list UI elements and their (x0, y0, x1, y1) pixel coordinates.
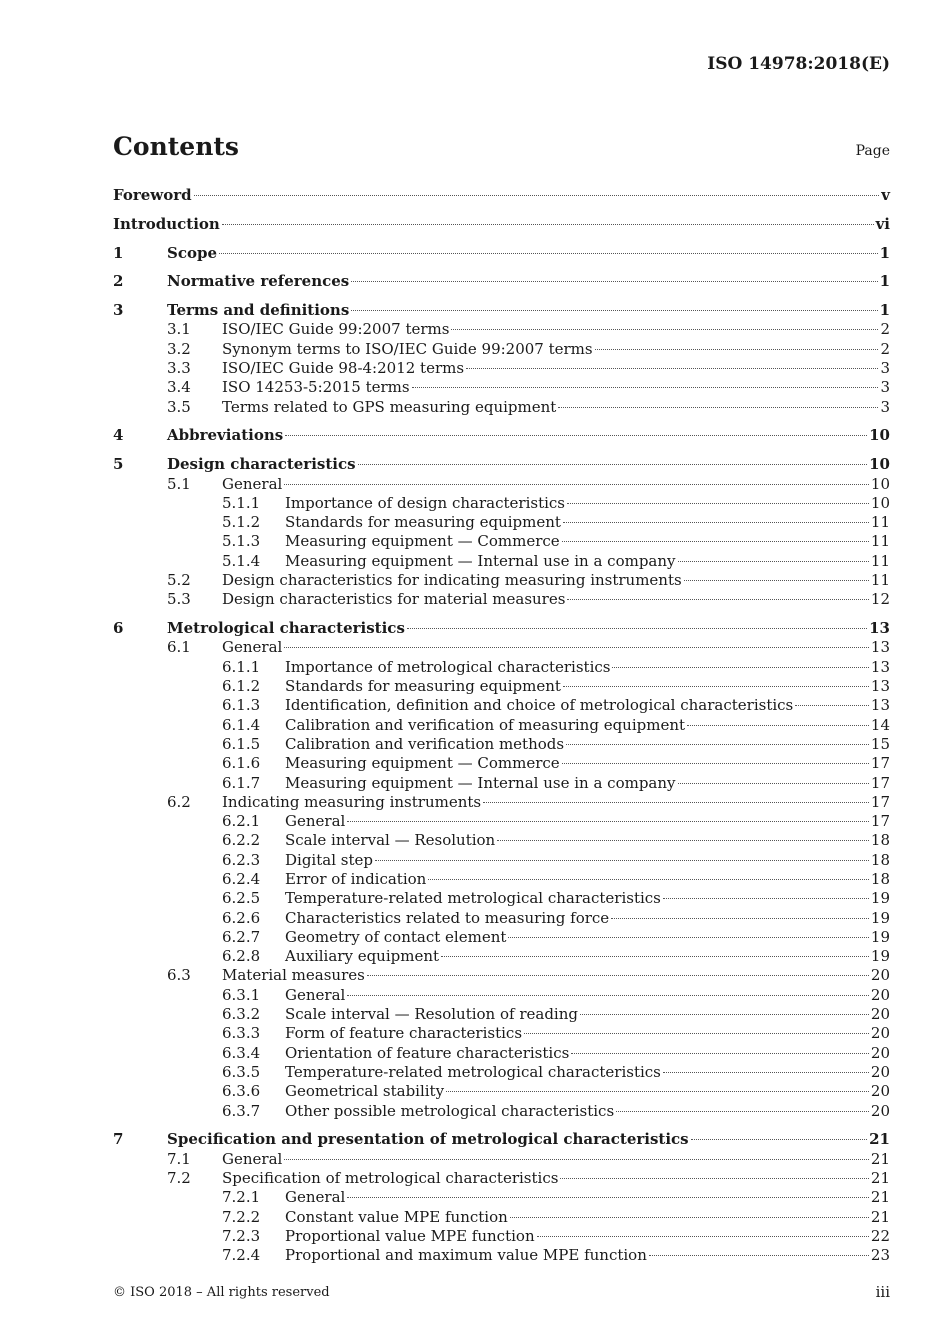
toc-entry[interactable] (113, 658, 890, 677)
dot-leader (571, 1053, 869, 1054)
toc-entry-page: 20 (870, 1082, 890, 1101)
toc-entry-title: Measuring equipment — Internal use in a company (285, 551, 676, 570)
toc-entry-number: 7.2.3 (222, 1226, 261, 1245)
toc-entry[interactable] (113, 532, 890, 551)
toc-entry-title: Error of indication (285, 870, 427, 888)
dot-leader (616, 1111, 869, 1112)
toc-entry-page: v (881, 186, 890, 204)
toc-entry[interactable] (113, 774, 890, 793)
toc-entry-title: Standards for measuring equipment (285, 513, 561, 532)
dot-leader (483, 802, 869, 803)
toc-entry-number: 6.2.4 (222, 870, 261, 888)
toc-entry-page: vi (875, 214, 890, 233)
toc-entry-title: Importance of metrological characteristics (285, 657, 611, 676)
toc-entry[interactable] (113, 716, 890, 735)
toc-entry[interactable] (113, 455, 890, 474)
dot-leader (567, 599, 868, 600)
toc-entry-page: 19 (870, 927, 890, 946)
dot-leader (407, 628, 867, 629)
toc-entry-title: Auxiliary equipment (285, 947, 440, 966)
dot-leader (560, 1178, 868, 1179)
toc-entry-number: 6 (113, 619, 124, 638)
toc-entry-page: 10 (870, 493, 890, 512)
dot-leader (219, 253, 878, 254)
toc-entry-number: 6.1.7 (222, 773, 261, 792)
dot-leader (466, 368, 878, 369)
toc-entry[interactable] (113, 215, 890, 234)
toc-entry-page: 20 (870, 985, 890, 1004)
toc-entry-title: Identification, definition and choice of metrological characteristics (285, 696, 794, 715)
dot-leader (367, 975, 869, 976)
toc-entry[interactable] (113, 947, 890, 966)
toc-entry-page: 1 (879, 243, 890, 262)
dot-leader (375, 860, 869, 861)
toc-entry[interactable] (113, 889, 890, 908)
toc-entry[interactable] (113, 513, 890, 532)
dot-leader (347, 1197, 869, 1198)
toc-entry[interactable] (113, 398, 890, 417)
dot-leader (563, 686, 869, 687)
toc-entry-page: 21 (869, 1130, 890, 1149)
toc-entry-number: 6.3 (167, 966, 191, 985)
dot-leader (497, 840, 869, 841)
toc-entry-title: Measuring equipment — Internal use in a company (285, 773, 676, 792)
toc-entry-page: 19 (870, 947, 890, 966)
toc-entry[interactable] (113, 1024, 890, 1043)
toc-entry-number: 5.1.3 (222, 532, 261, 551)
dot-leader (524, 1033, 869, 1034)
toc-entry-title: Indicating measuring instruments (222, 792, 482, 811)
toc-entry-page: 17 (870, 812, 890, 831)
toc-entry-number: 6.3.2 (222, 1005, 261, 1024)
toc-entry-title: Constant value MPE function (285, 1207, 508, 1226)
toc-entry-number: 6.3.1 (222, 985, 261, 1004)
toc-entry[interactable] (113, 696, 890, 715)
toc-entry-page: 1 (879, 301, 890, 320)
toc-entry-page: 11 (870, 513, 890, 532)
toc-entry-title: Foreword (113, 186, 192, 204)
toc-entry-title: Scope (167, 243, 218, 262)
toc-entry-number: 5.1.2 (222, 513, 261, 532)
toc-entry-number: 2 (113, 272, 124, 291)
toc-entry-number: 6.1.1 (222, 657, 261, 676)
toc-entry-title: Normative references (167, 272, 350, 291)
dot-leader (562, 763, 869, 764)
dot-leader (566, 744, 869, 745)
toc-entry[interactable] (113, 638, 890, 657)
toc-entry-title: Other possible metrological characteristics (285, 1101, 615, 1120)
toc-entry-number: 6.2.2 (222, 831, 261, 850)
toc-entry-page: 18 (870, 870, 890, 888)
toc-entry[interactable] (113, 475, 890, 494)
dot-leader (441, 956, 869, 957)
toc-entry-title: Metrological characteristics (167, 619, 405, 638)
toc-entry-number: 6.3.6 (222, 1082, 261, 1101)
dot-leader (428, 879, 869, 880)
toc-entry-title: Introduction (113, 214, 220, 233)
toc-entry[interactable] (113, 966, 890, 985)
toc-entry-page: 18 (870, 831, 890, 850)
toc-entry-page: 10 (870, 474, 890, 493)
page-number: iii (875, 1283, 890, 1301)
dot-leader (684, 580, 869, 581)
toc-entry-page: 13 (870, 638, 890, 657)
toc-entry-title: Temperature-related metrological characteristics (285, 1062, 661, 1081)
toc-entry-page: 11 (870, 571, 890, 590)
toc-entry[interactable] (113, 1208, 890, 1227)
dot-leader (558, 407, 878, 408)
toc-entry-title: ISO 14253-5:2015 terms (222, 378, 410, 397)
toc-entry-page: 12 (870, 590, 890, 609)
toc-entry[interactable] (113, 426, 890, 445)
toc-entry-page: 13 (870, 677, 890, 696)
toc-entry-number: 6.2.7 (222, 927, 261, 946)
toc-entry-page: 21 (870, 1168, 890, 1187)
toc-entry-number: 3.1 (167, 320, 191, 339)
toc-entry-number: 7.1 (167, 1149, 191, 1168)
dot-leader (451, 329, 878, 330)
dot-leader (347, 995, 869, 996)
toc-entry-title: General (285, 1188, 346, 1207)
toc-entry-title: Temperature-related metrological characteristics (285, 889, 661, 908)
toc-entry-title: General (222, 638, 283, 657)
copyright-notice: © ISO 2018 – All rights reserved (113, 1285, 330, 1300)
toc-entry-title: General (285, 985, 346, 1004)
toc-entry-page: 2 (880, 320, 890, 339)
dot-leader (351, 281, 877, 282)
toc-entry[interactable] (113, 1102, 890, 1121)
contents-title: Contents (113, 132, 240, 161)
toc-entry-page: 21 (870, 1149, 890, 1168)
document-id: ISO 14978:2018(E) (707, 54, 890, 74)
toc-entry-page: 10 (869, 455, 890, 474)
toc-entry[interactable] (113, 677, 890, 696)
dot-leader (537, 1236, 869, 1237)
toc-entry[interactable] (113, 1005, 890, 1024)
toc-entry[interactable] (113, 340, 890, 359)
toc-entry[interactable] (113, 870, 890, 889)
toc-entry-page: 17 (870, 754, 890, 773)
toc-entry[interactable] (113, 244, 890, 263)
toc-entry-number: 5.1.1 (222, 493, 261, 512)
toc-entry-title: Specification of metrological characteristics (222, 1168, 559, 1187)
dot-leader (649, 1255, 869, 1256)
toc-entry-number: 6.1.5 (222, 734, 261, 753)
toc-entry[interactable] (113, 1063, 890, 1082)
toc-entry-page: 11 (870, 532, 890, 551)
toc-entry-title: Design characteristics for material measures (222, 590, 566, 609)
toc-entry-number: 7.2 (167, 1168, 191, 1187)
toc-entry-number: 6.1 (167, 638, 191, 657)
toc-entry-number: 7.2.4 (222, 1246, 261, 1265)
toc-entry[interactable] (113, 378, 890, 397)
dot-leader (611, 918, 869, 919)
dot-leader (687, 725, 869, 726)
toc-entry-page: 17 (870, 792, 890, 811)
toc-entry-title: Abbreviations (167, 426, 284, 445)
toc-entry-title: Measuring equipment — Commerce (285, 532, 560, 551)
toc-entry-number: 6.2.3 (222, 850, 261, 869)
toc-entry-page: 14 (870, 715, 890, 734)
toc-entry[interactable] (113, 301, 890, 320)
toc-entry-page: 11 (870, 551, 890, 570)
toc-entry-number: 5.1 (167, 474, 191, 493)
toc-entry[interactable] (113, 571, 890, 590)
toc-entry-title: ISO/IEC Guide 99:2007 terms (222, 320, 450, 339)
toc-entry-page: 19 (870, 889, 890, 908)
toc-entry-page: 22 (870, 1226, 890, 1245)
toc-entry-number: 6.3.7 (222, 1101, 261, 1120)
dot-leader (580, 1014, 869, 1015)
toc-entry-page: 10 (869, 426, 890, 445)
toc-entry[interactable] (113, 619, 890, 638)
toc-entry-number: 6.3.4 (222, 1043, 261, 1062)
toc-entry-title: Geometry of contact element (285, 927, 507, 946)
dot-leader (595, 349, 879, 350)
toc-entry-number: 5.2 (167, 571, 191, 590)
toc-entry-number: 6.3.3 (222, 1024, 261, 1043)
toc-entry-number: 3.3 (167, 359, 191, 378)
toc-entry-title: Digital step (285, 850, 373, 869)
toc-entry-page: 23 (870, 1246, 890, 1265)
toc-entry-number: 7.2.2 (222, 1207, 261, 1226)
dot-leader (795, 705, 869, 706)
toc-entry-number: 6.3.5 (222, 1062, 261, 1081)
toc-entry-page: 19 (870, 908, 890, 927)
toc-entry-title: Calibration and verification methods (285, 734, 565, 753)
toc-entry-page: 3 (880, 397, 890, 416)
toc-entry-page: 21 (870, 1188, 890, 1207)
dot-leader (663, 898, 869, 899)
toc-entry-title: Measuring equipment — Commerce (285, 754, 560, 773)
toc-entry[interactable] (113, 1246, 890, 1265)
toc-entry-page: 21 (870, 1207, 890, 1226)
toc-entry-number: 5.1.4 (222, 551, 261, 570)
dot-leader (563, 522, 869, 523)
toc-entry-title: Calibration and verification of measuring equipment (285, 715, 686, 734)
toc-entry-number: 6.2.1 (222, 812, 261, 831)
toc-entry-page: 17 (870, 773, 890, 792)
toc-entry-number: 6.1.6 (222, 754, 261, 773)
table-of-contents (113, 186, 890, 1265)
toc-entry-number: 1 (113, 243, 124, 262)
dot-leader (222, 224, 874, 225)
toc-entry-page: 18 (870, 850, 890, 869)
toc-entry-title: General (222, 1149, 283, 1168)
toc-entry-page: 20 (870, 1024, 890, 1043)
toc-entry-page: 3 (880, 378, 890, 397)
toc-entry-number: 6.1.3 (222, 696, 261, 715)
dot-leader (663, 1072, 869, 1073)
toc-entry-page: 1 (879, 272, 890, 291)
toc-entry[interactable] (113, 272, 890, 291)
toc-entry-title: General (222, 474, 283, 493)
toc-entry-page: 20 (870, 966, 890, 985)
toc-entry[interactable] (113, 1227, 890, 1246)
toc-entry-number: 6.1.4 (222, 715, 261, 734)
dot-leader (358, 464, 868, 465)
page-column-label: Page (855, 143, 890, 159)
dot-leader (194, 195, 880, 196)
toc-entry[interactable] (113, 320, 890, 339)
toc-entry-title: Terms related to GPS measuring equipment (222, 397, 557, 416)
toc-entry-number: 6.1.2 (222, 677, 261, 696)
toc-entry[interactable] (113, 1082, 890, 1101)
dot-leader (510, 1217, 869, 1218)
dot-leader (412, 387, 879, 388)
toc-entry-number: 6.2 (167, 792, 191, 811)
dot-leader (612, 667, 868, 668)
toc-entry-page: 13 (869, 619, 890, 638)
toc-entry[interactable] (113, 1188, 890, 1207)
dot-leader (562, 541, 869, 542)
dot-leader (284, 484, 869, 485)
toc-entry-title: Proportional and maximum value MPE function (285, 1246, 647, 1265)
dot-leader (285, 435, 867, 436)
toc-entry-page: 13 (870, 657, 890, 676)
toc-entry-title: Geometrical stability (285, 1082, 445, 1101)
toc-entry[interactable] (113, 909, 890, 928)
toc-entry-title: Scale interval — Resolution of reading (285, 1005, 578, 1024)
toc-entry[interactable] (113, 359, 890, 378)
dot-leader (678, 561, 869, 562)
toc-entry-title: Scale interval — Resolution (285, 831, 496, 850)
toc-entry-number: 3.2 (167, 339, 191, 358)
toc-entry[interactable] (113, 552, 890, 571)
toc-entry[interactable] (113, 986, 890, 1005)
toc-entry-title: General (285, 812, 346, 831)
toc-entry-title: Importance of design characteristics (285, 493, 565, 512)
toc-entry-page: 2 (880, 339, 890, 358)
toc-entry[interactable] (113, 1130, 890, 1149)
toc-entry[interactable] (113, 186, 890, 205)
toc-entry[interactable] (113, 928, 890, 947)
toc-entry-title: Standards for measuring equipment (285, 677, 561, 696)
toc-entry-title: Synonym terms to ISO/IEC Guide 99:2007 terms (222, 339, 593, 358)
toc-entry-number: 4 (113, 426, 124, 445)
toc-entry-title: Design characteristics (167, 455, 356, 474)
toc-entry-title: Form of feature characteristics (285, 1024, 523, 1043)
toc-entry-number: 3 (113, 301, 124, 320)
toc-entry[interactable] (113, 1150, 890, 1169)
dot-leader (691, 1139, 868, 1140)
toc-entry-page: 13 (870, 696, 890, 715)
toc-entry-page: 20 (870, 1101, 890, 1120)
dot-leader (508, 937, 869, 938)
toc-entry-page: 15 (870, 734, 890, 753)
toc-entry-number: 6.2.6 (222, 908, 261, 927)
dot-leader (351, 310, 877, 311)
toc-entry-number: 3.4 (167, 378, 191, 397)
toc-entry-title: Characteristics related to measuring force (285, 908, 610, 927)
toc-entry-page: 20 (870, 1005, 890, 1024)
toc-entry[interactable] (113, 735, 890, 754)
toc-entry-number: 7.2.1 (222, 1188, 261, 1207)
toc-entry-title: Material measures (222, 966, 365, 985)
toc-entry-title: Design characteristics for indicating measuring instruments (222, 571, 682, 590)
toc-entry[interactable] (113, 793, 890, 812)
dot-leader (567, 503, 869, 504)
toc-entry[interactable] (113, 831, 890, 850)
toc-entry-page: 3 (880, 359, 890, 378)
toc-entry-title: Specification and presentation of metrological characteristics (167, 1130, 689, 1149)
dot-leader (347, 821, 869, 822)
toc-entry[interactable] (113, 851, 890, 870)
toc-entry-title: ISO/IEC Guide 98-4:2012 terms (222, 359, 465, 378)
toc-entry-number: 6.2.8 (222, 947, 261, 966)
toc-entry-title: Orientation of feature characteristics (285, 1043, 570, 1062)
toc-entry[interactable] (113, 494, 890, 513)
toc-entry[interactable] (113, 1044, 890, 1063)
dot-leader (284, 647, 869, 648)
toc-entry-number: 7 (113, 1130, 124, 1149)
toc-entry-number: 6.2.5 (222, 889, 261, 908)
toc-entry[interactable] (113, 754, 890, 773)
dot-leader (284, 1159, 869, 1160)
toc-entry-number: 3.5 (167, 397, 191, 416)
toc-entry-number: 5 (113, 455, 124, 474)
toc-entry-title: Proportional value MPE function (285, 1226, 535, 1245)
toc-entry[interactable] (113, 812, 890, 831)
toc-entry-number: 5.3 (167, 590, 191, 609)
toc-entry-title: Terms and definitions (167, 301, 350, 320)
toc-entry-page: 20 (870, 1043, 890, 1062)
toc-entry[interactable] (113, 1169, 890, 1188)
dot-leader (678, 783, 869, 784)
toc-entry[interactable] (113, 590, 890, 609)
toc-entry-page: 20 (870, 1062, 890, 1081)
dot-leader (446, 1091, 869, 1092)
